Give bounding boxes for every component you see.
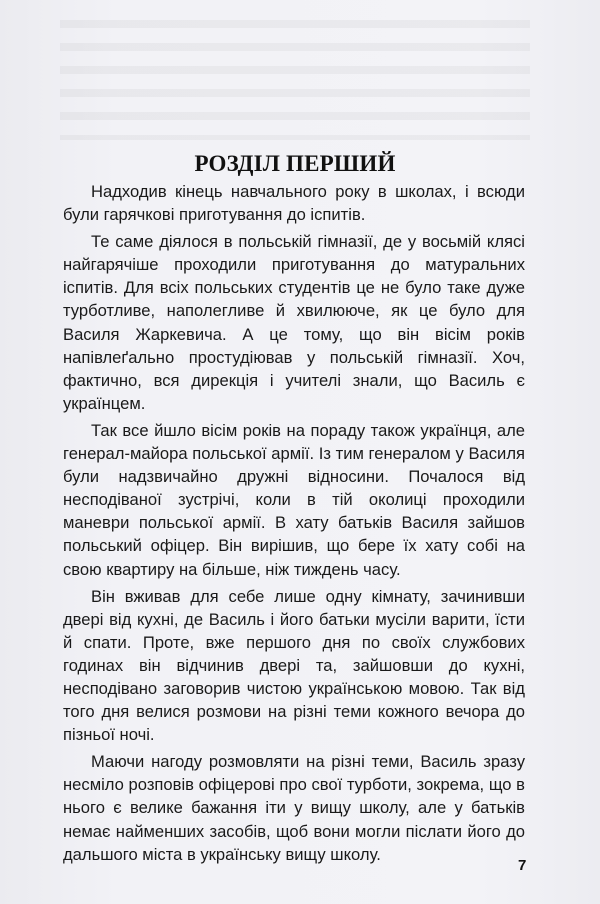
- paragraph-3: Так все йшло вісім років на пораду також українця, але генерал-майора польської армії. Із тим генералом у Василя були надзвичайно дружні відносини. Почалося від несподіваної зустрічі, коли в тій околиці проходили маневри польської армії. В хату батьків Василя зайшов польський офіцер. Він вирішив, що бере їх хату собі на свою квартиру на більше, ніж тиждень часу.: [63, 420, 525, 579]
- show-through-text: [60, 20, 530, 140]
- paragraph-4: Він вживав для себе лише одну кімнату, зачинивши двері від кухні, де Василь і його батьки мусіли варити, їсти й спати. Проте, вже першого дня по своїх службових годинах він відчинив двері та, зайшовши до кухні, несподівано заговорив чистою українською мовою. Так від того дня велися розмови на різні теми кожного вечора до пізньої ночі.: [63, 586, 525, 745]
- paragraph-5: Маючи нагоду розмовляти на різні теми, Василь зразу несміло розповів офіцерові про свої турботи, зокрема, що в нього є велике бажання іти у вищу школу, але у батьків немає найменших засобів, щоб вони могли післати його до дальшого міста в українську вищу школу.: [63, 752, 525, 864]
- paragraph-1: Надходив кінець навчального року в школах, і всюди були гарячкові приготування до іспитів.: [63, 182, 525, 225]
- chapter-title: РОЗДІЛ ПЕРШИЙ: [194, 151, 396, 177]
- paragraph-2: Те саме діялося в польській гімназії, де у восьмій клясі найгарячіше проходили приготування до матуральних іспитів. Для всіх польських студентів це не було таке дуже турботливе, наполегливе й хвилююче, як це було для Василя Жаркевича. А це тому, що він вісім років напівлеґально простудіював у польській гімназії. Хоч, фактично, вся дирекція і учителі знали, що Василь є українцем.: [63, 232, 525, 413]
- body-text: [63, 180, 525, 870]
- page-number: 7: [518, 857, 527, 874]
